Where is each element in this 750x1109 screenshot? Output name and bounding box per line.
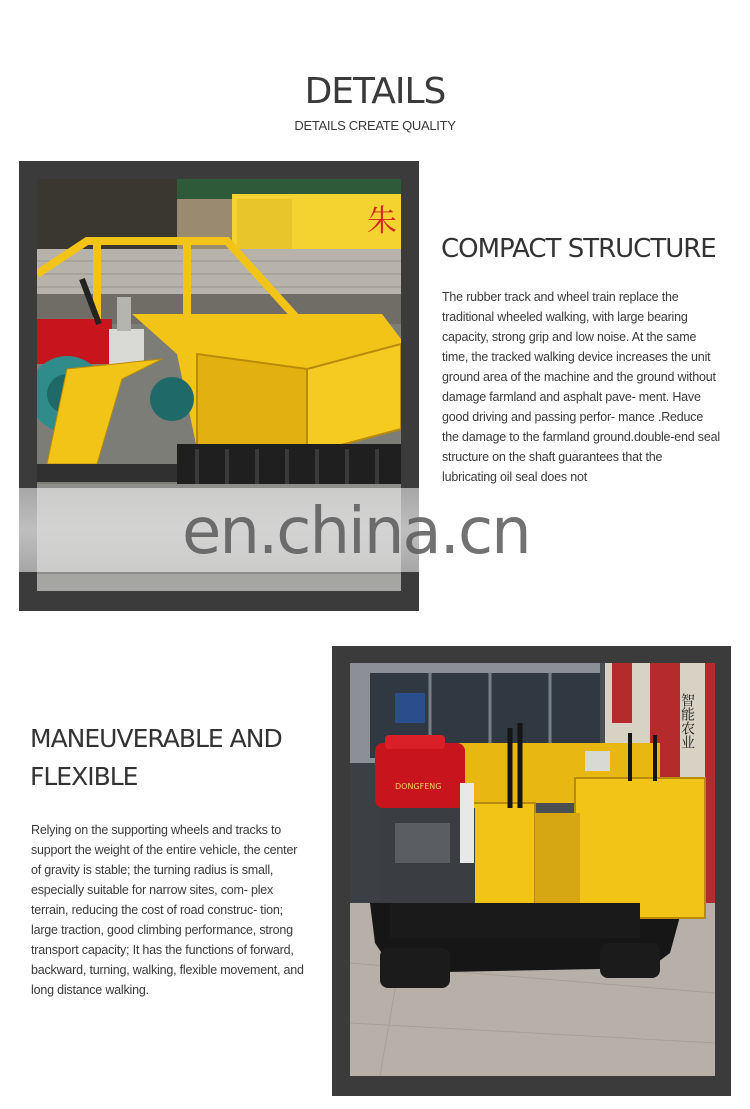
crawler-dumper-front-image xyxy=(350,663,715,1076)
building-sign-text: 智能农业 xyxy=(679,693,695,749)
photo-frame-maneuverable xyxy=(332,646,731,1096)
page-subtitle: DETAILS CREATE QUALITY xyxy=(294,118,456,133)
watermark-text: en.china.cn xyxy=(182,495,530,569)
maneuverable-photo xyxy=(350,663,715,1076)
compact-structure-title: COMPACT STRUCTURE xyxy=(441,234,716,264)
svg-text:朱: 朱 xyxy=(367,204,397,239)
maneuverable-title: MANEUVERABLE AND FLEXIBLE xyxy=(30,724,282,791)
maneuverable-text: Relying on the supporting wheels and tracks to support the weight of the entire vehicle, the center of gravity is stable; the turning radius is small, especially suitable for narrow sites, com- plex terrain, reducing the cost of road construc- tion; large traction, good climbing performance, strong transport capacity; It has the functions of forward, backward, turning, walking, flexible movement, and long distance walking. xyxy=(31,823,304,997)
page-header xyxy=(0,70,750,133)
compact-structure-text: The rubber track and wheel train replace the traditional wheeled walking, with large bearing capacity, strong grip and low noise. At the same time, the tracked walking device increases the unit ground area of the machine and the ground without damage farmland and asphalt pave- ment. Have good driving and passing perfor- mance .Reduce the damage to the farmland ground.double-end seal structure on the shaft guarantees that the lubricating oil seal does not xyxy=(442,290,720,484)
svg-text:DONGFENG: DONGFENG xyxy=(395,782,442,791)
page-title: DETAILS xyxy=(304,71,446,112)
